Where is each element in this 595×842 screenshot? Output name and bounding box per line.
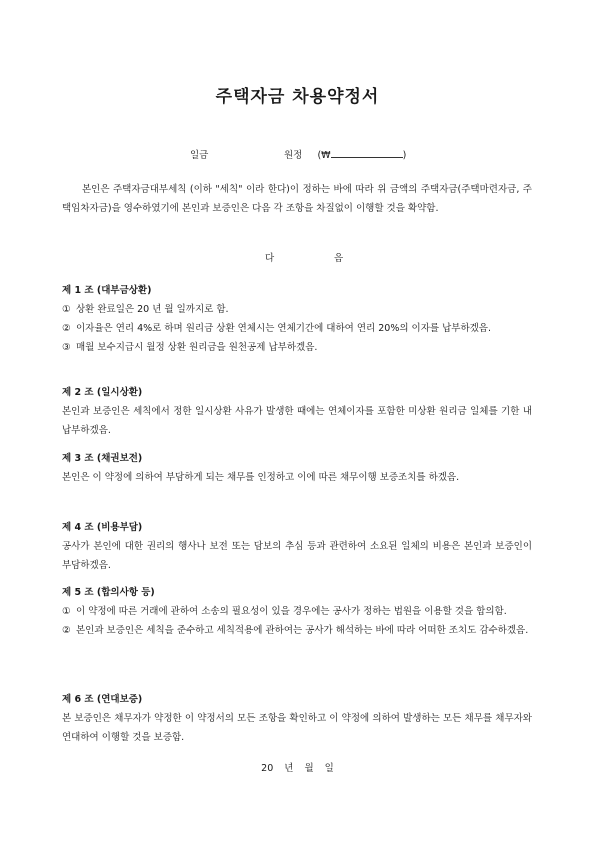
item-text: 본인과 보증인은 세칙을 준수하고 세칙적용에 관하여는 공사가 해석하는 바에 따라 어떠한 조치도 감수하겠음.	[76, 625, 529, 636]
amount-close: )	[402, 150, 407, 161]
amount-blank	[331, 148, 403, 158]
article-2-title: 제 2 조 (일시상환)	[62, 387, 143, 398]
article-4-title: 제 4 조 (비용부담)	[62, 522, 143, 533]
intro-paragraph: 본인은 주택자금대부세칙 (이하 "세칙" 이라 한다)이 정하는 바에 따라 위 금액의 주택자금(주택마련자금, 주택임차자금)을 영수하였기에 본인과 보증인은 다음 각 조항을 차질없이 이행할 것을 확약함.	[62, 184, 532, 214]
article-5	[62, 583, 532, 640]
article-3-title: 제 3 조 (채권보전)	[62, 453, 143, 464]
item-number: ③	[62, 342, 71, 353]
eum-char: 음	[334, 253, 344, 264]
article-4	[62, 518, 532, 575]
article-1-item-2	[62, 319, 532, 338]
item-text: 상환 완료일은 20 년 월 일까지로 함.	[76, 304, 229, 315]
item-number: ①	[62, 304, 71, 315]
article-1-item-1	[62, 300, 532, 319]
article-4-body: 공사가 본인에 대한 권리의 행사나 보전 또는 담보의 추심 등과 관련하여 소요된 일체의 비용은 본인과 보증인이 부담하겠음.	[62, 541, 532, 571]
amount-won-label: 원정	[284, 150, 303, 161]
article-5-item-2	[62, 621, 532, 640]
article-1-title: 제 1 조 (대부금상환)	[62, 285, 152, 296]
item-number: ②	[62, 625, 71, 636]
item-text: 이 약정에 따른 거래에 관하여 소송의 필요성이 있을 경우에는 공사가 정하는 법원을 이용할 것을 합의함.	[76, 606, 507, 617]
article-6-body: 본 보증인은 채무자가 약정한 이 약정서의 모든 조항을 확인하고 이 약정에 의하여 발생하는 모든 채무를 채무자와 연대하여 이행할 것을 보증함.	[62, 713, 532, 743]
amount-prefix: 일금	[190, 150, 209, 161]
article-6	[62, 690, 532, 747]
article-1-item-3	[62, 338, 532, 357]
da-char: 다	[265, 253, 275, 264]
article-5-item-1	[62, 602, 532, 621]
article-3	[62, 449, 532, 487]
article-5-title: 제 5 조 (합의사항 등)	[62, 587, 155, 598]
item-number: ①	[62, 606, 71, 617]
article-2	[62, 383, 532, 440]
amount-won-group	[284, 147, 406, 161]
article-2-body: 본인과 보증인은 세칙에서 정한 일시상환 사유가 발생한 때에는 연체이자를 포함한 미상환 원리금 일체를 기한 내 납부하겠음.	[62, 406, 532, 436]
amount-open: (₩	[317, 150, 331, 161]
item-text: 매월 보수지급시 월정 상환 원리금을 원천공제 납부하겠음.	[76, 342, 318, 353]
item-number: ②	[62, 323, 71, 334]
item-text: 이자율은 연리 4%로 하며 원리금 상환 연체시는 연체기간에 대하여 연리 20%의 이자를 납부하겠음.	[76, 323, 491, 334]
article-3-body: 본인은 이 약정에 의하여 부담하게 되는 채무를 인정하고 이에 따른 채무이행 보증조치를 하겠음.	[62, 472, 460, 483]
date-line: 20 년 월 일	[261, 763, 334, 774]
article-6-title: 제 6 조 (연대보증)	[62, 694, 143, 705]
article-1	[62, 281, 532, 357]
document-title: 주택자금 차용약정서	[215, 87, 380, 107]
